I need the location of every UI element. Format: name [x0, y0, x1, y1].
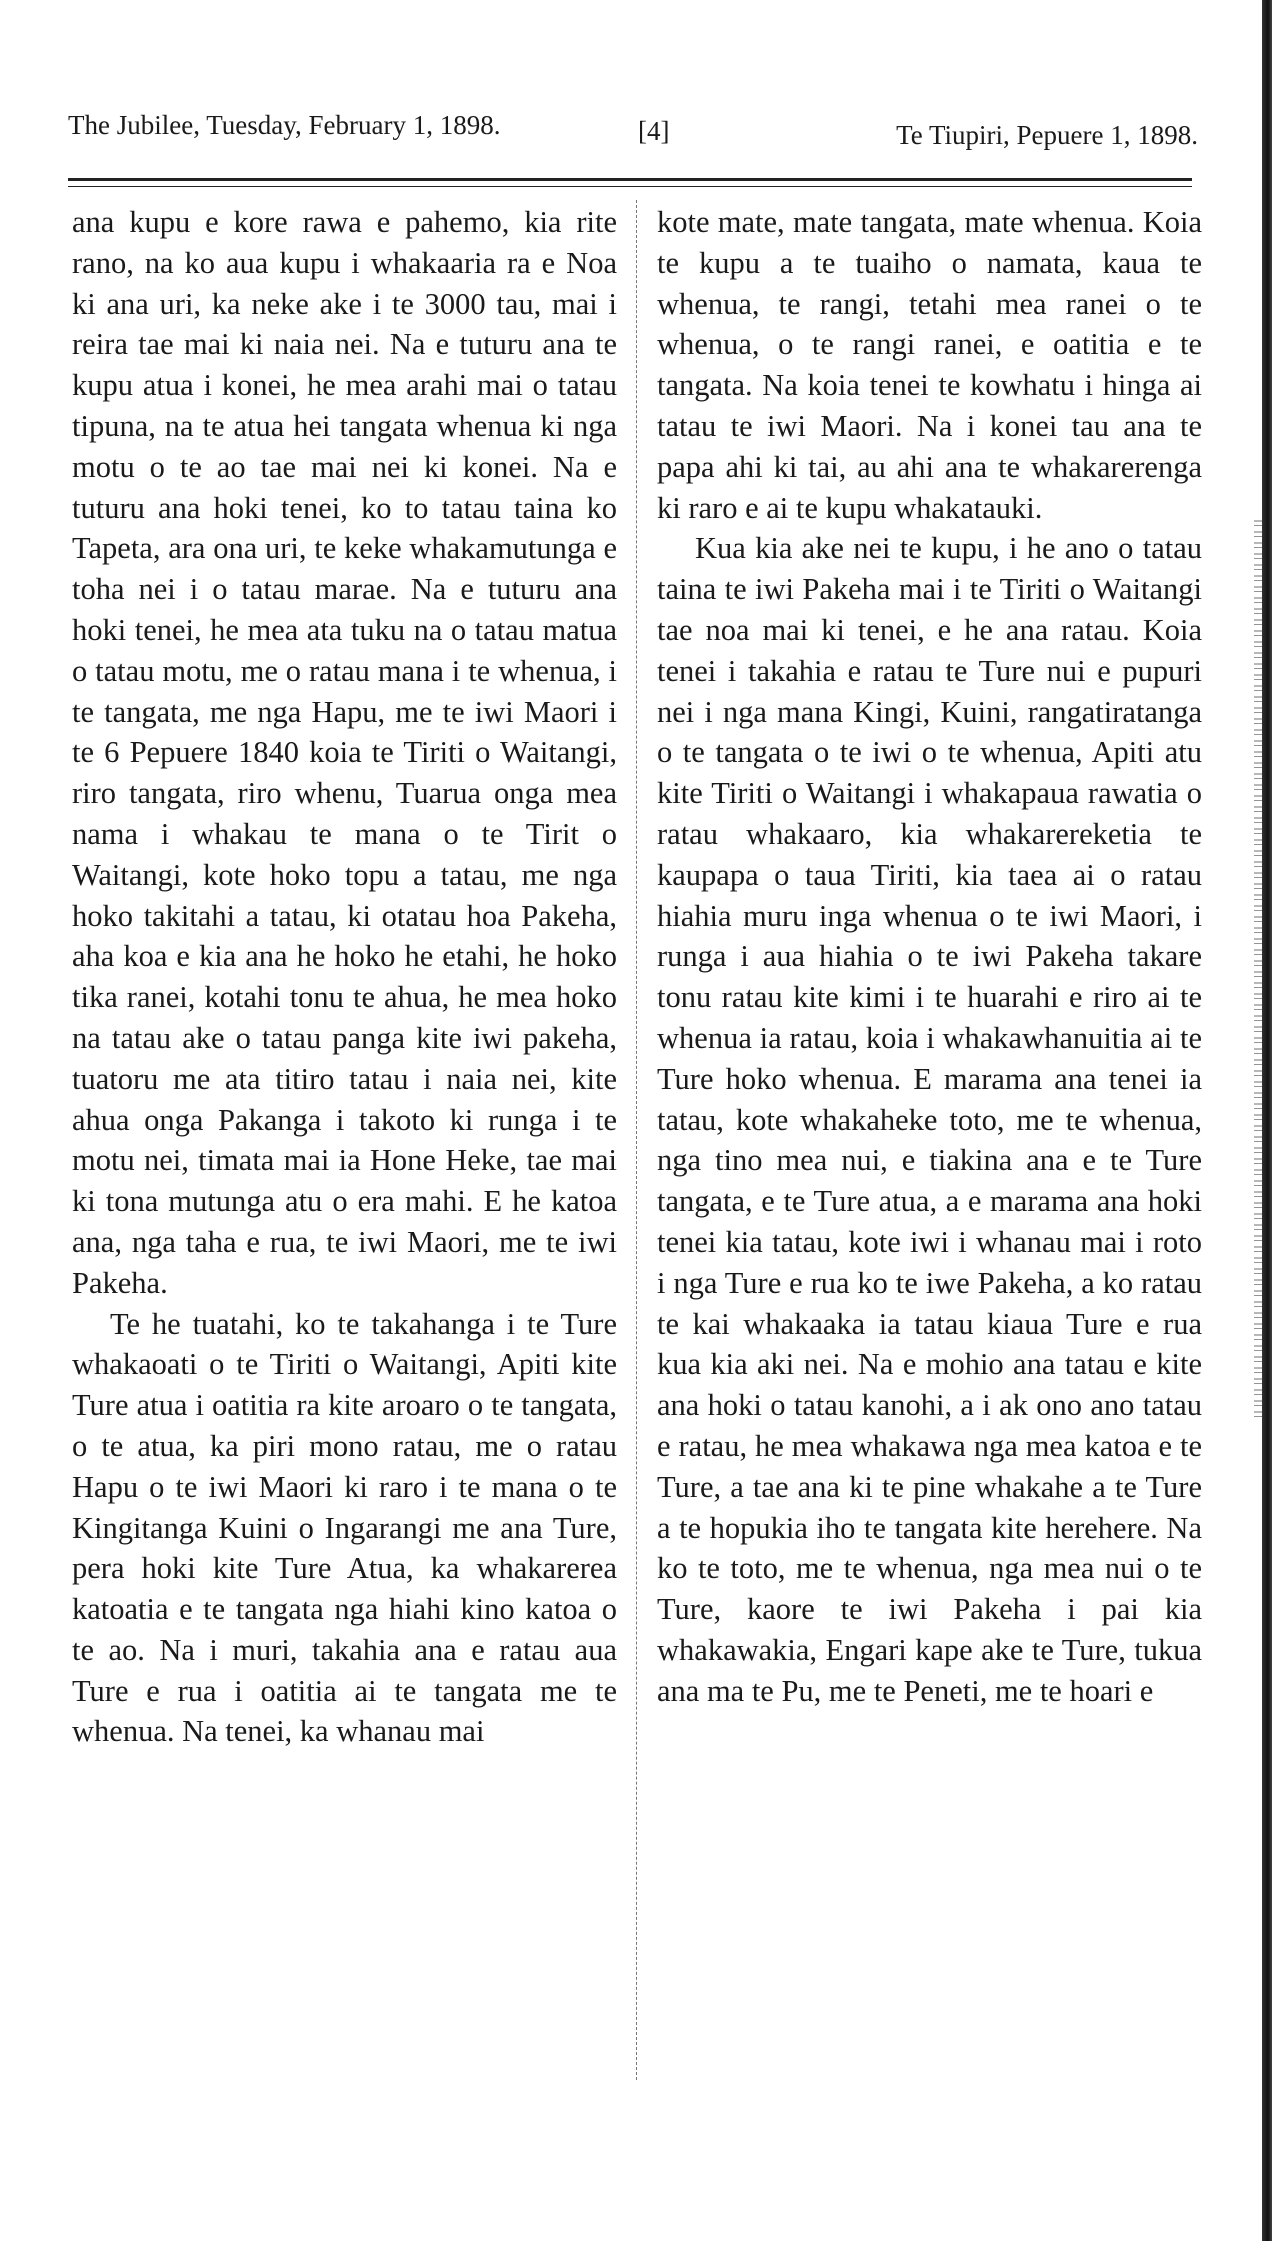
header-english-date: The Jubilee, Tuesday, February 1, 1898. [68, 110, 501, 140]
header-maori-date: Te Tiupiri, Pepuere 1, 1898. [896, 120, 1198, 150]
right-paragraph-1: kote mate, mate tangata, mate whenua. Koia te kupu a te tuaiho o namata, kaua te whenua, te rangi, tetahi mea ranei o te whenua, o te rangi ranei, e oatitia e te tangata. Na koia tenei te kowhatu i hinga ai tatau te iwi Maori. Na i konei tau ana te papa ahi ki tai, au ahi ana te whakarerenga ki raro e ai te kupu whakatauki. [657, 205, 1202, 525]
page-number: [4] [638, 116, 670, 146]
left-paragraph-2: Te he tuatahi, ko te takahanga i te Ture whakaoati o te Tiriti o Waitangi, Apiti kite Ture atua i oatitia ra kite aroaro o te tangata, o te atua, ka piri mono ratau, me o ratau Hapu o te iwi Maori ki raro i te mana o te Kingitanga Kuini o Ingarangi me ana Ture, pera hoki kite Ture Atua, ka whakarerea katoatia e te tangata nga hiahi kino katoa o te ao. Na i muri, takahia ana e ratau aua Ture e rua i oatitia ai te tangata me te whenua. Na tenei, ka whanau mai [72, 1306, 617, 1749]
page-header [68, 104, 1198, 164]
edge-texture [1254, 520, 1262, 1420]
left-paragraph-1: ana kupu e kore rawa e pahemo, kia rite rano, na ko aua kupu i whakaaria ra e Noa ki ana uri, ka neke ake i te 3000 tau, mai i reira tae mai ki naia nei. Na e tuturu ana te kupu atua i konei, he mea arahi mai o tatau tipuna, na te atua hei tangata whenua ki nga motu o te ao tae mai nei ki konei. Na e tuturu ana hoki tenei, ko to tatau taina ko Tapeta, ara ona uri, te keke whakamutunga e toha nei i o tatau marae. Na e tuturu ana hoki tenei, he mea ata tuku na o tatau matua o tatau motu, me o ratau mana i te whenua, i te tangata, me nga Hapu, me te iwi Maori i te 6 Pepuere 1840 koia te Tiriti o Waitangi, riro tangata, riro whenu, Tuarua onga mea nama i whakau te mana o te Tirit o Waitangi, kote hoko topu a tatau, me nga hoko takitahi a tatau, ki otatau hoa Pakeha, aha koa e kia ana he hoko he etahi, he hoko tika ranei, kotahi tonu te ahua, he mea hoko na tatau ake o tatau panga kite iwi pakeha, tuatoru me ata titiro tatau i naia nei, kite ahua onga Pakanga i takoto ki runga i te motu nei, timata mai ia Hone Heke, tae mai ki tona mutunga atu o era mahi. E he katoa ana, nga taha e rua, te iwi Maori, me te iwi Pakeha. [72, 205, 617, 1300]
left-column [72, 202, 617, 1752]
edge-shadow [1262, 0, 1272, 2241]
right-paragraph-2: Kua kia ake nei te kupu, i he ano o tatau taina te iwi Pakeha mai i te Tiriti o Waitangi tae noa mai ki tenei, e he ana ratau. Koia tenei i takahia e ratau te Ture nui e pupuri nei i nga mana Kingi, Kuini, rangatiratanga o te tangata o te iwi o te whenua, Apiti atu kite Tiriti o Waitangi i whakapaua rawatia o ratau whakaaro, kia whakarereketia te kaupapa o taua Tiriti, kia taea ai o ratau hiahia muru inga whenua o te iwi Maori, i runga i aua hiahia o te iwi Pakeha takare tonu ratau kite kimi i te huarahi e riro ai te whenua ia ratau, koia i whakawhanuitia ai te Ture hoko whenua. E marama ana tenei ia tatau, kote whakaheke toto, me te whenua, nga tino mea nui, e tiakina ana e te Ture tangata, e te Ture atua, a e marama ana hoki tenei kia tatau, kote iwi i whanau mai i roto i nga Ture e rua ko te iwe Pakeha, a ko ratau te kai whakaaka ia tatau kiaua Ture e rua kua kia aki nei. Na e mohio ana tatau e kite ana hoki o tatau kanohi, a i ak ono ano tatau e ratau, he mea whakawa nga mea katoa e te Ture, a tae ana ki te pine whakahe a te Ture a te hopukia iho te tangata kite herehere. Na ko te toto, me te whenua, nga mea nui o te Ture, kaore te iwi Pakeha i pai kia whakawakia, Engari kape ake te Ture, tukua ana ma te Pu, me te Peneti, me te hoari e [657, 531, 1202, 1708]
column-divider [636, 200, 637, 2080]
page-binding-edge [1254, 0, 1280, 2241]
right-column [657, 202, 1202, 1711]
header-rule-thick [68, 178, 1192, 181]
header-rule-thin [68, 186, 1192, 187]
